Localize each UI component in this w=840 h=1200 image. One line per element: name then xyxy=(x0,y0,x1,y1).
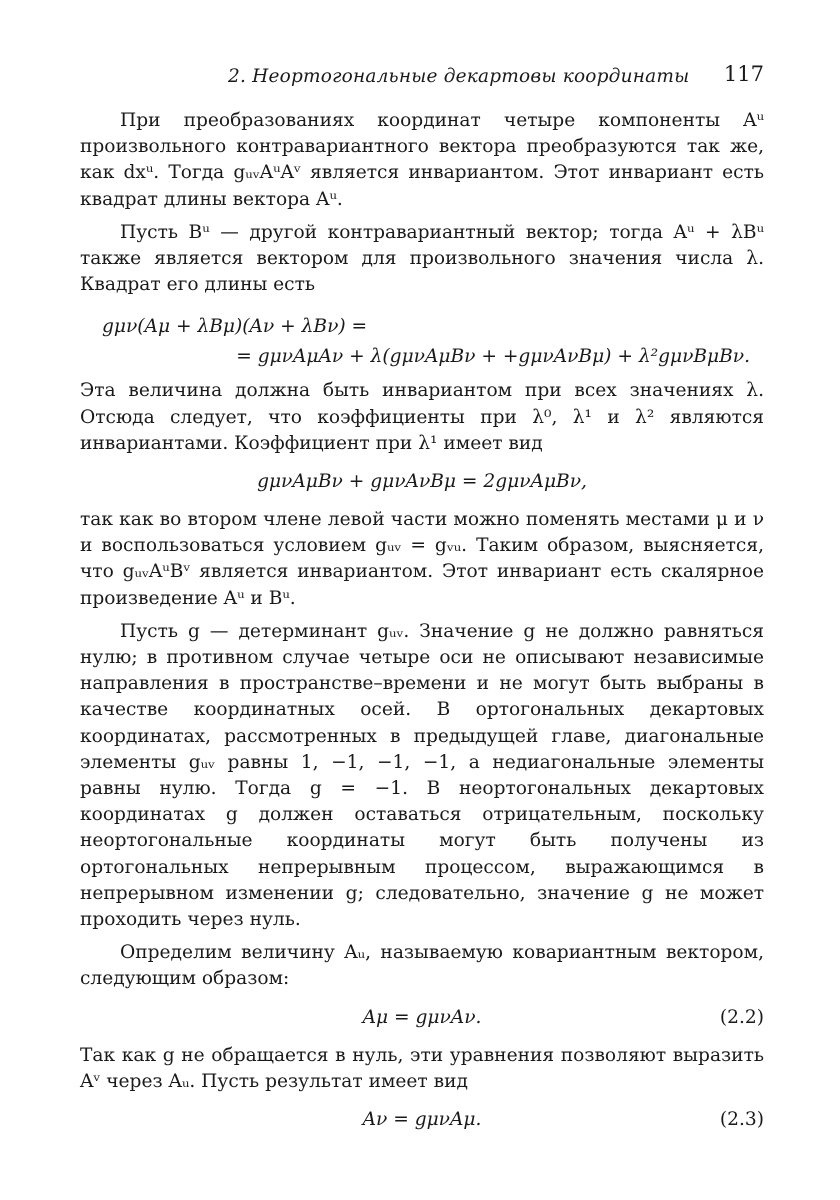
equation-coefficient: gμνAμBν + gμνAνBμ = 2gμνAμBν, xyxy=(257,471,587,493)
paragraph-5: Пусть g — детерминант gᵤᵥ. Значение g не должно равняться нулю; в противном случае четыре оси не описывают независимые направления в пространстве–времени и не могут быть выбраны в качестве координатных осей. В ортогональных декартовых координатах, рассмотренных в предыдущей главе, диагональные элементы gᵤᵥ равны 1, −1, −1, −1, а недиагональные элементы равны нулю. Тогда g = −1. В неортогональных декартовых координатах g должен оставаться отрицательным, поскольку неортогональные координаты могут быть получены из ортогональных непрерывным процессом, выражающимся в непрерывном изменении g; следовательно, значение g не может проходить через нуль. xyxy=(80,620,764,931)
equation-2-3-number: (2.3) xyxy=(719,1109,764,1131)
page-body xyxy=(80,108,764,1145)
paragraph-7: Так как g не обращается в нуль, эти уравнения позволяют выразить Aᵛ через Aᵤ. Пусть результат имеет вид xyxy=(80,1044,764,1092)
paragraph-2: Пусть Bᵘ — другой контравариантный вектор; тогда Aᵘ + λBᵘ также является вектором для произвольного значения числа λ. Квадрат его длины есть xyxy=(80,221,764,296)
equation-2-2-number: (2.2) xyxy=(719,1006,764,1028)
equation-line-2: = gμνAμAν + λ(gμνAμBν + +gμνAνBμ) + λ²gμνBμBν. xyxy=(236,346,750,368)
equation-2-3-formula: Aν = gμνAμ. xyxy=(362,1109,482,1131)
equation-length-squared xyxy=(80,312,764,372)
page-number: 117 xyxy=(723,62,764,86)
equation-2-2-formula: Aμ = gμνAν. xyxy=(362,1006,482,1028)
equation-line-1: gμν(Aμ + λBμ)(Aν + λBν) = xyxy=(102,316,368,338)
paragraph-4: так как во втором члене левой части можно поменять местами μ и ν и воспользоваться условием gᵤᵥ = gᵥᵤ. Таким образом, выясняется, что gᵤᵥAᵘBᵛ является инвариантом. Этот инвариант есть скалярное произведение Aᵘ и Bᵘ. xyxy=(80,509,764,609)
running-title: 2. Неортогональные декартовы координаты xyxy=(228,66,690,87)
paragraph-6: Определим величину Aᵤ, называемую ковариантным вектором, следующим образом: xyxy=(80,942,764,990)
paragraph-3: Эта величина должна быть инвариантом при всех значениях λ. Отсюда следует, что коэффициенты при λ⁰, λ¹ и λ² являются инвариантами. Коэффициент при λ¹ имеет вид xyxy=(80,380,764,454)
paragraph-1: При преобразованиях координат четыре компоненты Aᵘ произвольного контравариантного вектора преобразуются так же, как dxᵘ. Тогда gᵤᵥAᵘAᵛ является инвариантом. Этот инвариант есть квадрат длины вектора Aᵘ. xyxy=(80,110,764,210)
page-header xyxy=(80,62,764,92)
equation-2-3 xyxy=(80,1097,764,1143)
equation-2-2 xyxy=(80,995,764,1041)
